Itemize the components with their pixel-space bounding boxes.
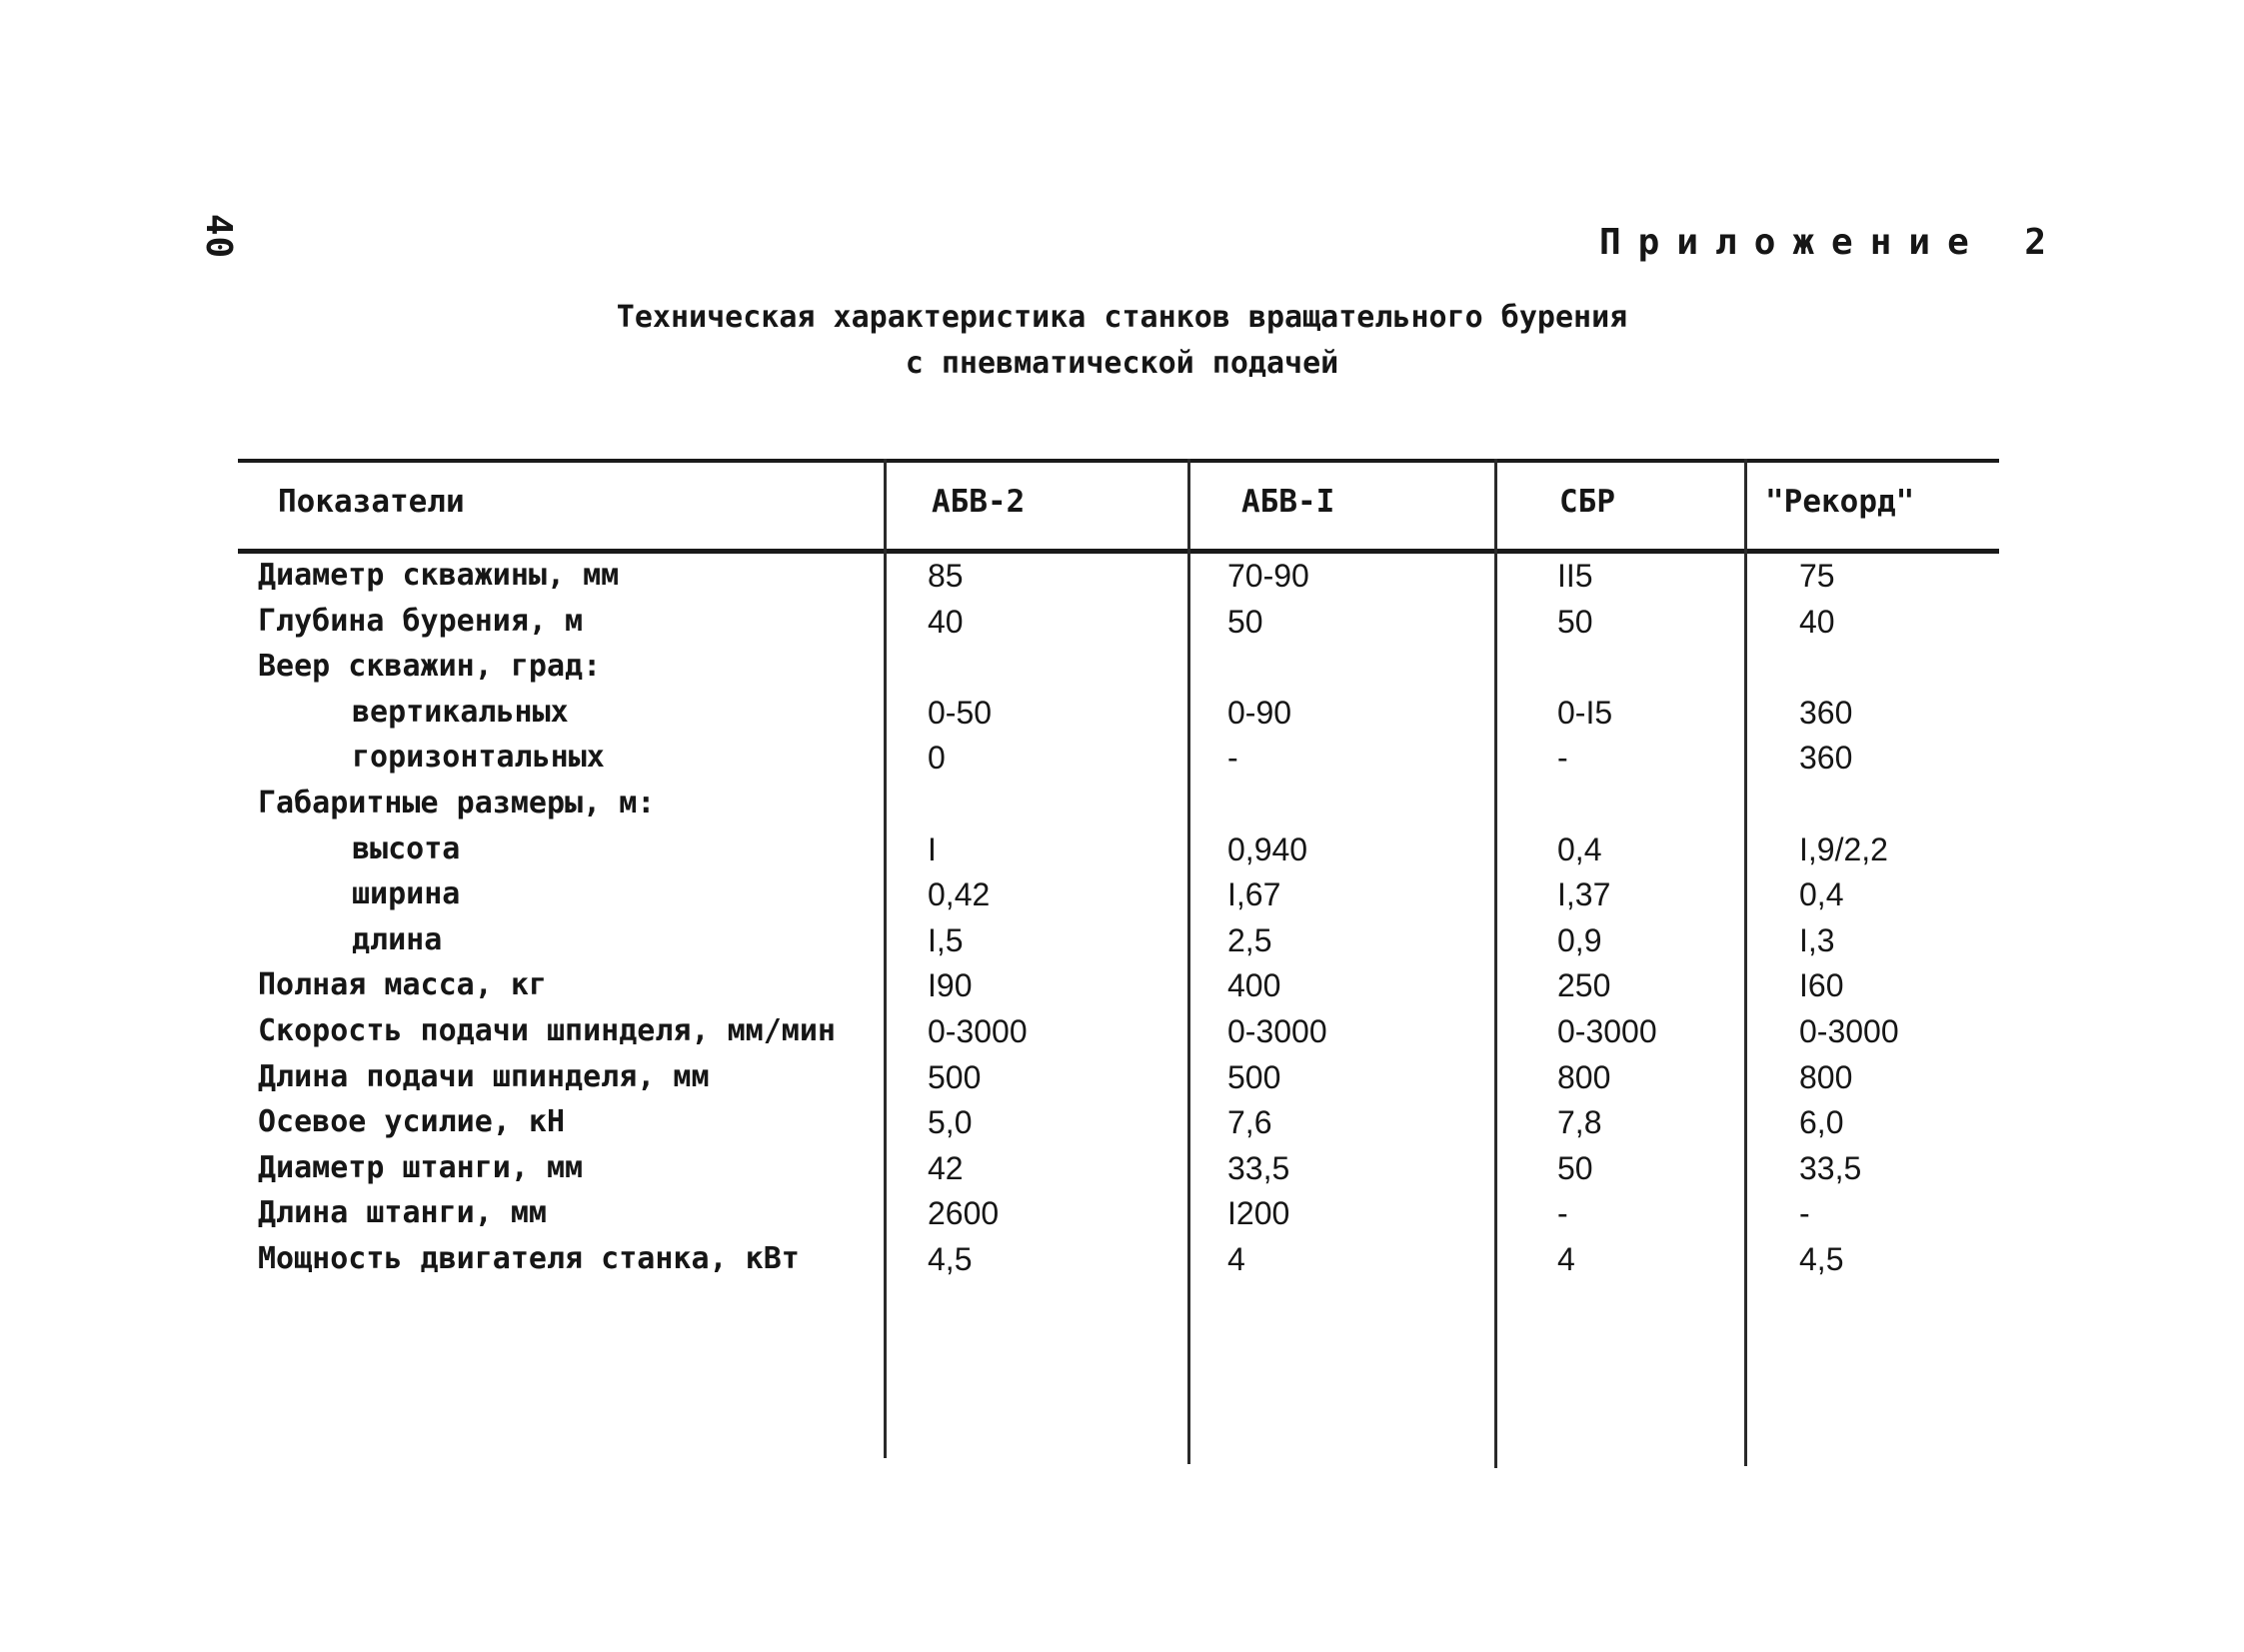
row-label: Мощность двигателя станка, кВт — [258, 1240, 800, 1276]
table-row — [0, 786, 2244, 831]
row-label: Диаметр скважины, мм — [258, 558, 620, 593]
row-label: Длина штанги, мм — [258, 1195, 547, 1231]
cell-abv-2: 5,0 — [928, 1104, 973, 1141]
table-row — [0, 967, 2244, 1013]
cell-rekord: 4,5 — [1799, 1240, 1844, 1277]
cell-rekord: - — [1799, 1195, 1810, 1232]
table-top-rule — [238, 459, 1999, 463]
cell-sbr: 50 — [1557, 1149, 1593, 1186]
table-title-line-2: с пневматической подачей — [905, 346, 1339, 381]
row-label: вертикальных — [352, 694, 569, 730]
table-row — [0, 1150, 2244, 1196]
table-row — [0, 831, 2244, 877]
cell-rekord: 0,4 — [1799, 876, 1844, 913]
table-body — [0, 558, 2244, 1287]
row-label: Длина подачи шпинделя, мм — [258, 1058, 710, 1094]
table-row — [0, 558, 2244, 604]
cell-abv-1: I,67 — [1227, 876, 1281, 913]
cell-abv-2: 40 — [928, 603, 964, 640]
row-label: Диаметр штанги, мм — [258, 1149, 584, 1185]
cell-abv-1: I200 — [1227, 1195, 1290, 1232]
table-row — [0, 922, 2244, 968]
appendix-label: Приложение 2 — [1599, 222, 2064, 263]
row-label: Веер скважин, град: — [258, 649, 602, 685]
cell-rekord: 75 — [1799, 558, 1835, 594]
cell-sbr: 50 — [1557, 603, 1593, 640]
cell-sbr: - — [1557, 1195, 1568, 1232]
cell-rekord: 33,5 — [1799, 1149, 1862, 1186]
row-label: горизонтальных — [352, 740, 605, 776]
cell-sbr: 800 — [1557, 1058, 1611, 1095]
table-header-rule — [238, 549, 1999, 554]
cell-abv-2: 4,5 — [928, 1240, 973, 1277]
cell-rekord: I,9/2,2 — [1799, 830, 1888, 867]
cell-rekord: I60 — [1799, 967, 1844, 1004]
cell-sbr: 7,8 — [1557, 1104, 1602, 1141]
row-label: Скорость подачи шпинделя, мм/мин — [258, 1012, 836, 1048]
cell-abv-1: - — [1227, 740, 1238, 777]
cell-rekord: 40 — [1799, 603, 1835, 640]
row-label: Глубина бурения, м — [258, 603, 584, 639]
row-label: Полная масса, кг — [258, 967, 547, 1003]
cell-abv-1: 500 — [1227, 1058, 1281, 1095]
cell-abv-2: 0-3000 — [928, 1012, 1028, 1049]
cell-abv-2: 0-50 — [928, 694, 993, 731]
cell-rekord: 360 — [1799, 694, 1853, 731]
cell-abv-1: 0-90 — [1227, 694, 1292, 731]
table-row — [0, 1013, 2244, 1059]
cell-abv-1: 0,940 — [1227, 830, 1308, 867]
cell-rekord: I,3 — [1799, 921, 1835, 958]
table-row — [0, 1104, 2244, 1150]
table-row — [0, 695, 2244, 741]
cell-sbr: 4 — [1557, 1240, 1575, 1277]
page-number: 40 — [198, 213, 240, 260]
row-label: Осевое усилие, кН — [258, 1104, 566, 1140]
cell-abv-1: 50 — [1227, 603, 1263, 640]
header-parameters: Показатели — [278, 484, 465, 520]
header-abv-2: АБВ-2 — [932, 484, 1026, 520]
table-row — [0, 876, 2244, 922]
cell-abv-1: 7,6 — [1227, 1104, 1272, 1141]
header-sbr: СБР — [1559, 484, 1615, 520]
cell-abv-1: 70-90 — [1227, 558, 1309, 594]
cell-abv-2: I — [928, 830, 937, 867]
cell-sbr: I,37 — [1557, 876, 1611, 913]
cell-abv-1: 2,5 — [1227, 921, 1272, 958]
cell-abv-2: 2600 — [928, 1195, 1000, 1232]
cell-rekord: 6,0 — [1799, 1104, 1844, 1141]
cell-abv-2: I,5 — [928, 921, 964, 958]
cell-sbr: - — [1557, 740, 1568, 777]
cell-sbr: 0,4 — [1557, 830, 1602, 867]
row-label: Габаритные размеры, м: — [258, 785, 656, 821]
cell-sbr: 0-3000 — [1557, 1012, 1657, 1049]
cell-sbr: 0,9 — [1557, 921, 1602, 958]
cell-sbr: 0-I5 — [1557, 694, 1613, 731]
cell-abv-2: 0,42 — [928, 876, 991, 913]
cell-abv-2: 85 — [928, 558, 964, 594]
cell-rekord: 0-3000 — [1799, 1012, 1899, 1049]
cell-abv-2: 42 — [928, 1149, 964, 1186]
table-row — [0, 1059, 2244, 1105]
cell-rekord: 360 — [1799, 740, 1853, 777]
cell-abv-2: 500 — [928, 1058, 982, 1095]
table-row — [0, 1195, 2244, 1241]
table-row — [0, 740, 2244, 786]
cell-abv-1: 0-3000 — [1227, 1012, 1327, 1049]
cell-rekord: 800 — [1799, 1058, 1853, 1095]
cell-abv-2: I90 — [928, 967, 973, 1004]
header-abv-1: АБВ-I — [1241, 484, 1335, 520]
cell-abv-1: 33,5 — [1227, 1149, 1290, 1186]
row-label: ширина — [352, 876, 461, 912]
table-row — [0, 649, 2244, 695]
table-row — [0, 604, 2244, 650]
row-label: высота — [352, 830, 461, 866]
cell-sbr: II5 — [1557, 558, 1593, 594]
cell-abv-2: 0 — [928, 740, 946, 777]
header-rekord: "Рекорд" — [1765, 484, 1915, 520]
table-title-line-1: Техническая характеристика станков вращательного бурения — [616, 300, 1628, 335]
cell-abv-1: 400 — [1227, 967, 1281, 1004]
cell-abv-1: 4 — [1227, 1240, 1245, 1277]
cell-sbr: 250 — [1557, 967, 1611, 1004]
table-row — [0, 1241, 2244, 1287]
row-label: длина — [352, 921, 443, 957]
